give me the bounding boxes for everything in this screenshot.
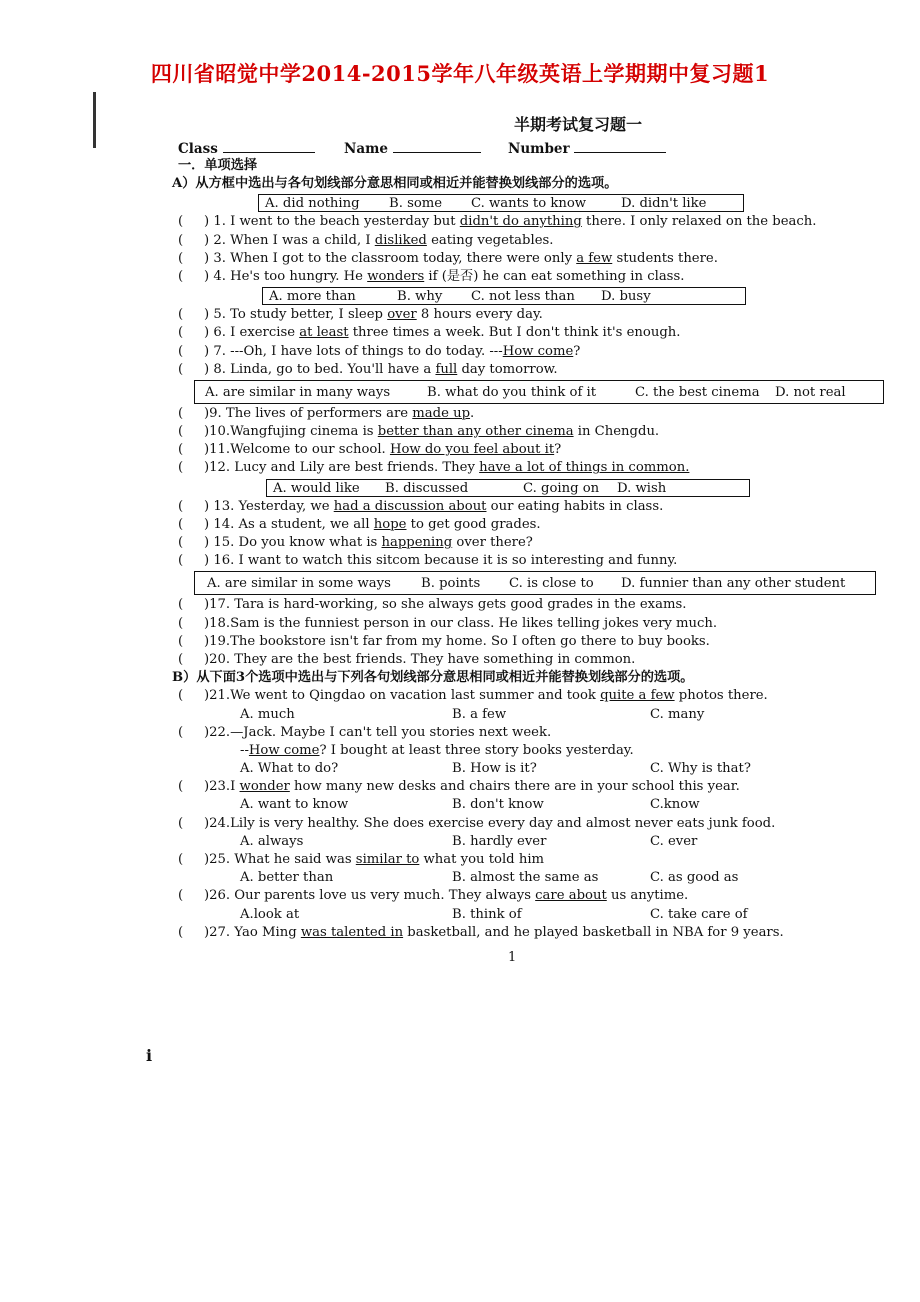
document-banner: 四川省昭觉中学2014-2015学年八年级英语上学期期中复习题1 (150, 61, 770, 86)
box3-option-c: C. the best cinema (635, 384, 760, 400)
question-1: ( ) 1. I went to the beach yesterday but didn't do anything there. I only relaxed on the beach. (178, 214, 817, 230)
question-26: ( )26. Our parents love us very much. They always care about us anytime. (178, 888, 689, 904)
box1-option-d: D. didn't like (621, 196, 707, 212)
student-info-row (178, 139, 898, 157)
box4-option-b: B. discussed (385, 480, 469, 496)
box4-option-a: A. would like (273, 480, 360, 496)
question-18: ( )18.Sam is the funniest person in our class. He likes telling jokes very much. (178, 615, 718, 631)
box5-option-a: A. are similar in some ways (207, 576, 391, 592)
question-14: ( ) 14. As a student, we all hope to get good grades. (178, 516, 541, 532)
box2-option-d: D. busy (601, 289, 651, 305)
question-27: ( )27. Yao Ming was talented in basketball, and he played basketball in NBA for 9 years. (178, 924, 784, 940)
question-16: ( ) 16. I want to watch this sitcom because it is so interesting and funny. (178, 553, 678, 569)
question-17: ( )17. Tara is hard-working, so she always gets good grades in the exams. (178, 597, 687, 613)
scan-artifact-bar (93, 92, 96, 148)
box2-option-b: B. why (397, 289, 443, 305)
exam-sheet (172, 112, 898, 942)
question-15: ( ) 15. Do you know what is happening over there? (178, 535, 533, 550)
question-12: ( )12. Lucy and Lily are best friends. They have a lot of things in common. (178, 460, 690, 476)
question-21: ( )21.We went to Qingdao on vacation last summer and took quite a few photos there. (178, 688, 768, 704)
question-22-line-2: --How come? I bought at least three story books yesterday. (240, 742, 634, 758)
box5-option-c: C. is close to (509, 576, 594, 592)
question-22-options: A. What to do? B. How is it? C. Why is that? (240, 761, 751, 777)
box2-option-c: C. not less than (471, 289, 575, 305)
name-label: Name (344, 141, 388, 157)
box5-option-d: D. funnier than any other student (621, 576, 846, 592)
question-10: ( )10.Wangfujing cinema is better than any other cinema in Chengdu. (178, 424, 660, 440)
question-23: ( )23.I wonder how many new desks and chairs there are in your school this year. (178, 779, 740, 795)
question-4: ( ) 4. He's too hungry. He wonders if (是否) he can eat something in class. (178, 268, 685, 284)
question-8: ( ) 8. Linda, go to bed. You'll have a full day tomorrow. (178, 361, 558, 377)
question-9: ( )9. The lives of performers are made up. (178, 405, 475, 421)
option-box-2 (262, 287, 746, 305)
part-b-instruction: B）从下面3个选项中选出与下列各句划线部分意思相同或相近并能替换划线部分的选项。 (172, 670, 694, 686)
question-11: ( )11.Welcome to our school. How do you feel about it? (178, 442, 562, 458)
box5-option-b: B. points (421, 576, 481, 592)
box1-option-b: B. some (389, 196, 443, 212)
box1-option-c: C. wants to know (471, 196, 587, 212)
box3-option-b: B. what do you think of it (427, 384, 597, 400)
question-23-options: A. want to know B. don't know C.know (240, 797, 700, 813)
option-box-1 (258, 194, 744, 212)
question-24-options: A. always B. hardly ever C. ever (240, 833, 698, 849)
question-26-options: A.look at B. think of C. take care of (240, 906, 748, 922)
question-13: ( ) 13. Yesterday, we had a discussion about our eating habits in class. (178, 498, 664, 514)
question-5: ( ) 5. To study better, I sleep over 8 hours every day. (178, 307, 543, 323)
question-22: ( )22.—Jack. Maybe I can't tell you stories next week. (178, 724, 552, 740)
question-19: ( )19.The bookstore isn't far from my home. So I often go there to buy books. (178, 633, 710, 649)
question-7: ( ) 7. ---Oh, I have lots of things to do today. ---How come? (178, 343, 581, 359)
box3-option-d: D. not real (775, 384, 846, 400)
option-box-5 (194, 571, 876, 595)
option-box-3 (194, 380, 884, 404)
question-20: ( )20. They are the best friends. They have something in common. (178, 651, 636, 667)
margin-mark: i (146, 1046, 153, 1065)
box4-option-d: D. wish (617, 480, 667, 496)
question-24: ( )24.Lily is very healthy. She does exercise every day and almost never eats junk food. (178, 815, 776, 831)
exam-title: 半期考试复习题一 (513, 115, 642, 134)
class-label: Class (178, 141, 218, 157)
box1-option-a: A. did nothing (265, 196, 360, 212)
question-2: ( ) 2. When I was a child, I disliked eating vegetables. (178, 232, 554, 248)
page-number: 1 (508, 950, 517, 965)
question-25-options: A. better than B. almost the same as C. as good as (240, 870, 739, 886)
number-label: Number (508, 141, 570, 157)
question-25: ( )25. What he said was similar to what you told him (178, 852, 545, 867)
box3-option-a: A. are similar in many ways (205, 384, 391, 400)
box4-option-c: C. going on (523, 480, 600, 496)
box2-option-a: A. more than (269, 289, 356, 305)
option-box-4 (266, 479, 750, 497)
part-a-instruction: A）从方框中选出与各句划线部分意思相同或相近并能替换划线部分的选项。 (172, 176, 618, 192)
section-heading: 一．单项选择 (178, 158, 258, 173)
question-6: ( ) 6. I exercise at least three times a week. But I don't think it's enough. (178, 325, 681, 341)
question-3: ( ) 3. When I got to the classroom today, there were only a few students there. (178, 250, 718, 266)
question-21-options: A. much B. a few C. many (240, 706, 705, 722)
